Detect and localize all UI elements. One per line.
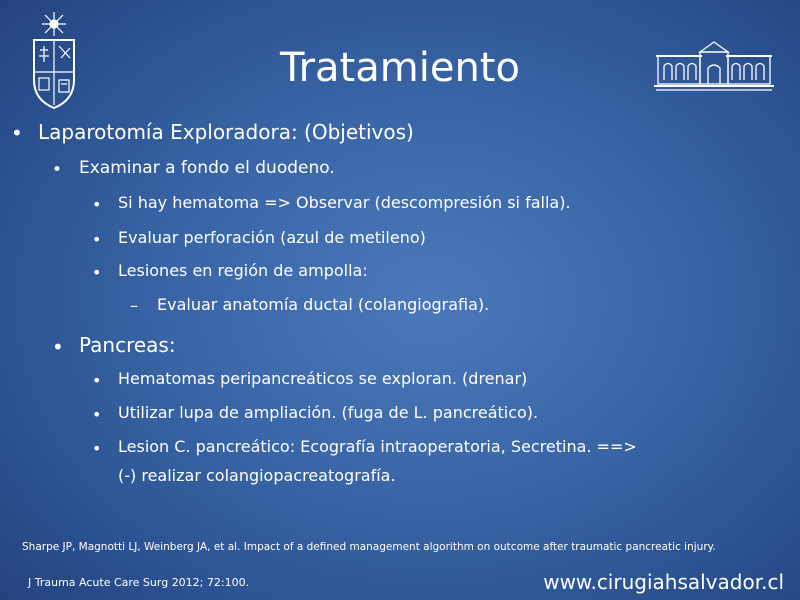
- website-link[interactable]: www.cirugiahsalvador.cl: [543, 570, 784, 594]
- bullet-item: Lesion C. pancreático: Ecografía intraoperatoria, Secretina. ==>: [118, 437, 637, 456]
- slide-title: Tratamiento: [280, 45, 520, 91]
- bullet-icon: •: [11, 121, 23, 145]
- bullet-item: Evaluar perforación (azul de metileno): [118, 228, 426, 247]
- bullet-icon: •: [92, 371, 102, 390]
- reference-text: Sharpe JP, Magnotti LJ, Weinberg JA, et al. Impact of a defined management algorithm on outcome after traumatic pancreatic injury.: [22, 541, 716, 553]
- bullet-icon: •: [92, 263, 102, 282]
- dash-icon: –: [130, 296, 138, 315]
- bullet-item-continuation: (-) realizar colangiopacreatografía.: [118, 466, 396, 485]
- bullet-item: Evaluar anatomía ductal (colangiografia).: [157, 295, 490, 314]
- bullet-item: Hematomas peripancreáticos se exploran. (drenar): [118, 369, 528, 388]
- bullet-item: Lesiones en región de ampolla:: [118, 261, 368, 280]
- citation-text: J Trauma Acute Care Surg 2012; 72:100.: [28, 576, 250, 589]
- bullet-icon: •: [92, 405, 102, 424]
- bullet-item: Si hay hematoma => Observar (descompresión si falla).: [118, 193, 571, 212]
- bullet-icon: •: [52, 160, 63, 180]
- bullet-item: Utilizar lupa de ampliación. (fuga de L. pancreático).: [118, 403, 539, 422]
- bullet-icon: •: [92, 230, 102, 249]
- bullet-icon: •: [92, 195, 102, 214]
- bullet-item: Pancreas:: [79, 333, 176, 357]
- bullet-item: Examinar a fondo el duodeno.: [79, 158, 335, 178]
- bullet-item: Laparotomía Exploradora: (Objetivos): [38, 120, 414, 144]
- bullet-icon: •: [92, 439, 102, 458]
- bullet-icon: •: [52, 335, 64, 359]
